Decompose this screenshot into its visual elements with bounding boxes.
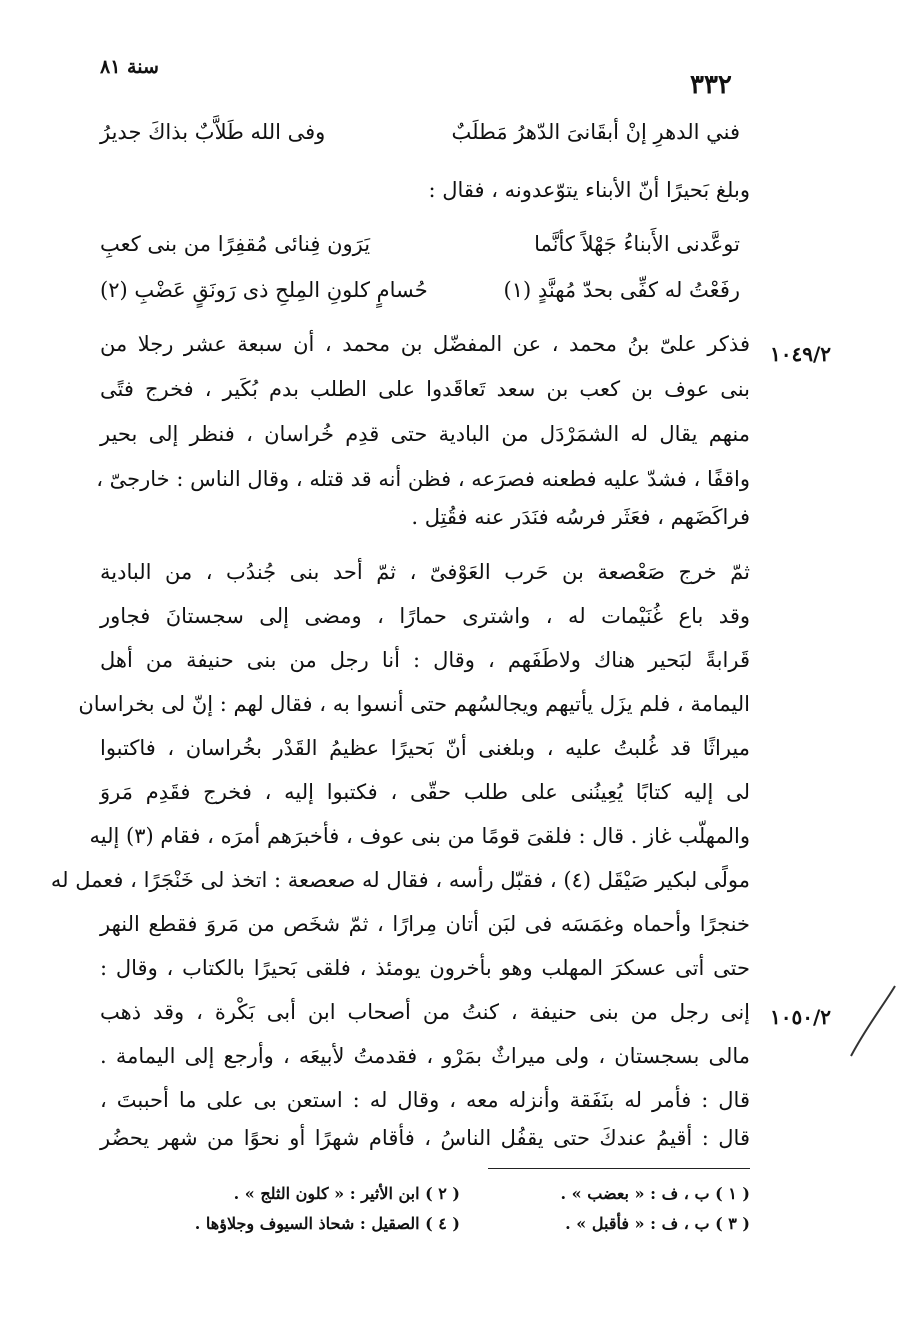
footnote-3: ( ٣ ) ب ، ف : « فأقبل » . [565,1214,750,1233]
text-line: منهم يقال له الشمَرْدَل من البادية حتى قدِم خُراسان ، فنظر إلى بحير [100,422,750,446]
footnote-1: ( ١ ) ب ، ف : « بعضب » . [560,1184,750,1203]
verse-line [100,120,740,144]
text-line: قَرابةً لبَحير هناك ولاطَفَهم ، وقال : أنا رجل من بنى حنيفة من أهل [100,648,750,672]
margin-pen-stroke [845,982,905,1062]
text-line: حتى أتى عسكرَ المهلب وهو بأخرون يومئذ ، فلقى بَحيرًا بالكتاب ، وقال : [100,956,750,980]
page-number: ٣٣٢ [690,70,732,100]
text-line: إنى رجل من بنى حنيفة ، كنتُ من أصحاب ابن أبى بَكْرة ، وقد ذهب [100,1000,750,1024]
running-head-year: سنة ٨١ [100,56,159,78]
text-line: قال : أقيمُ عندكَ حتى يقفُل الناسُ ، فأقام شهرًا أو نحوًا من شهر يحضُر [100,1126,750,1150]
text-line: قال : فأمر له بنَفَقة وأنزله معه ، وقال له : استعن بى على ما أحببتَ ، [100,1088,750,1112]
verse-hemistich-second: يَرَون فِنائى مُقفِرًا من بنى كعبِ [100,232,371,256]
verse-hemistich-first: توعَّدنى الأَبناءُ جَهْلاً كأنَّما [534,232,740,256]
text-line: اليمامة ، فلم يزَل يأتيهم ويجالسُهم حتى أنسوا به ، فقال لهم : إنّ لى بخراسان [78,692,750,716]
text-line: فراكَضَهم ، فعَثَر فرسُه فنَدَر عنه فقُتِل . [411,505,750,529]
text-line: مالى بسجستان ، ولى ميراثٌ بمَرْو ، فقدمتُ لأبيعَه ، وأرجع إلى اليمامة . [100,1044,750,1068]
text-line: مولًى لبكير صَيْقَل (٤) ، فقبّل رأسه ، فقال له صعصعة : اتخذ لى خَنْجَرًا ، فعمل له [50,868,750,892]
verse-line [100,278,740,302]
text-line: فذكر علىّ بنُ محمد ، عن المفضّل بن محمد ، أن سبعة عشر رجلا من [100,332,750,356]
verse-hemistich-second: وفى الله طَلاَّبٌ بذاكَ جديرُ [100,120,326,144]
text-line: لى إليه كتابًا يُعِينُنى على طلب حقّى ، فكتبوا إليه ، فخرج فقَدِم مَروَ [100,780,750,804]
footnote-4: ( ٤ ) الصقيل : شحاذ السيوف وجلاؤها . [194,1214,460,1233]
verse-line [100,232,740,256]
footnote-2: ( ٢ ) ابن الأثير : « كلون الثلج » . [233,1184,460,1203]
verse-hemistich-second: حُسامٍ كلونِ المِلحِ ذى رَونَقٍ عَضْبِ (٢) [100,278,428,302]
text-line: خنجرًا وأحماه وغمَسَه فى لبَن أتان مِرارًا ، ثمّ شخَص من مَروَ فقطع النهر [100,912,750,936]
text-line: واقفًا ، فشدّ عليه فطعنه فصرَعه ، فظن أنه قد قتله ، وقال الناس : خارجىّ ، [96,467,750,491]
footnote-rule [488,1168,750,1169]
text-line: والمهلّب غاز . قال : فلقىَ قومًا من بنى عوف ، فأخبرَهم أمرَه ، فقام (٣) إليه [89,824,750,848]
margin-reference: ١٠٥٠/٢ [770,1005,832,1029]
intro-line: وبلغ بَحيرًا أنّ الأبناء يتوّعدونه ، فقال : [428,178,750,202]
text-line: ثمّ خرج صَعْصعة بن حَرب العَوْفىّ ، ثمّ أحد بنى جُندُب ، من البادية [100,560,750,584]
text-line: ميراثًا قد غُلبتُ عليه ، وبلغنى أنّ بَحيرًا عظيمُ القَدْر بخُراسان ، فاكتبوا [100,736,750,760]
text-line: وقد باع غُنَيْمات له ، واشترى حمارًا ، ومضى إلى سجستانَ فجاور [100,604,750,628]
verse-hemistich-first: رفَعْتُ له كفِّى بحدّ مُهنَّدٍ (١) [503,278,740,302]
text-line: بنى عوف بن كعب بن سعد تَعاقَدوا على الطلب بدم بُكَير ، فخرج فتًى [100,377,750,401]
margin-reference: ١٠٤٩/٢ [770,342,832,366]
verse-hemistich-first: فني الدهرِ إنْ أبقَانىَ الدّهرُ مَطلَبٌ [451,120,740,144]
